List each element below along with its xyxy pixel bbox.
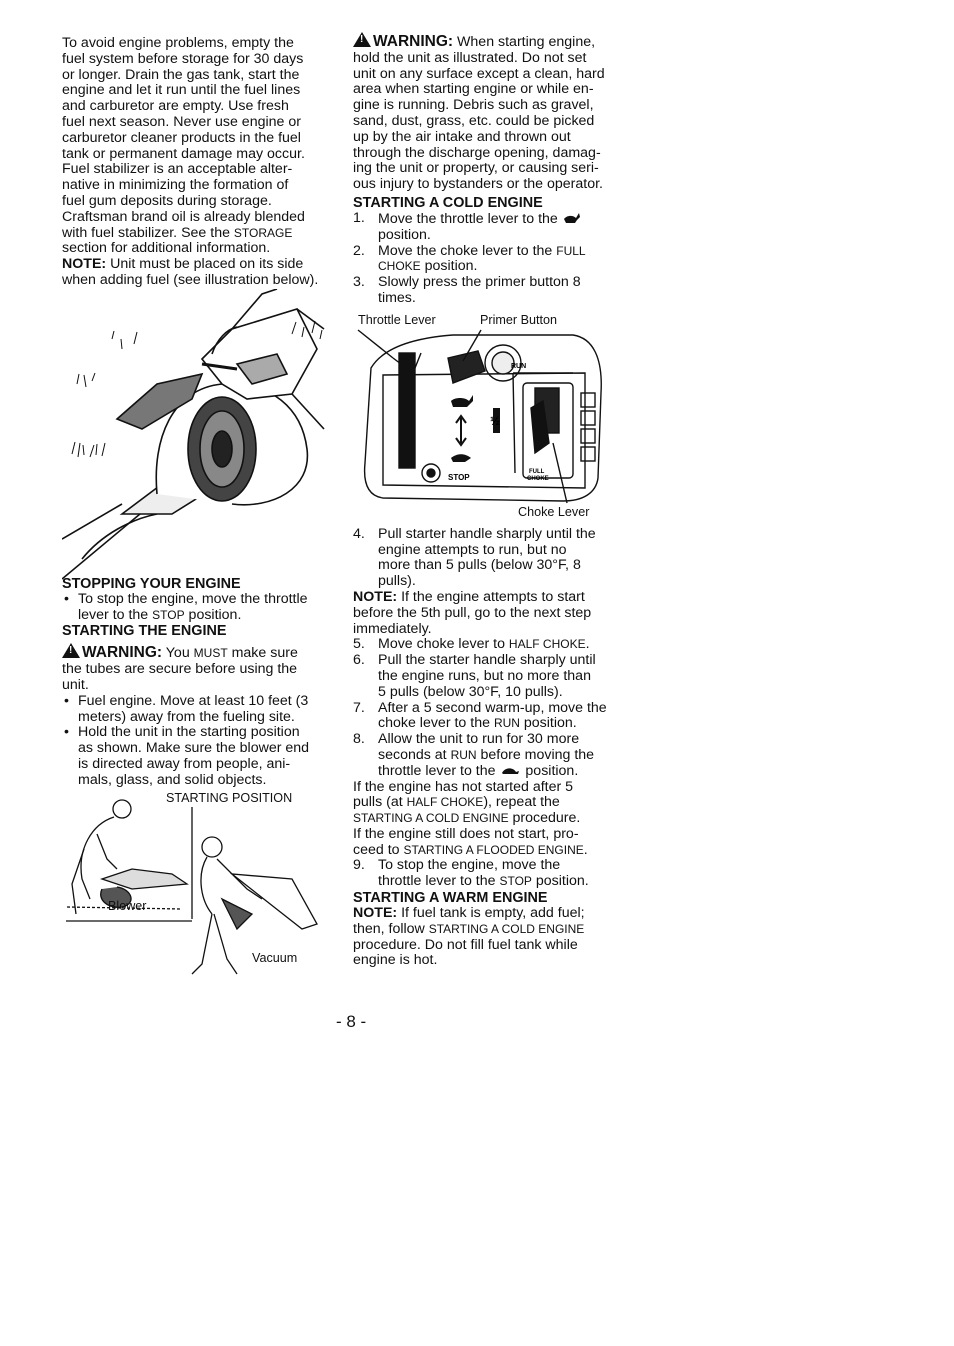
- paragraph-text: .: [583, 841, 588, 858]
- control-panel-diagram: [353, 313, 621, 523]
- half-choke-ref: HALF CHOKE: [508, 637, 586, 652]
- half-choke-ref: HALF CHOKE: [406, 795, 484, 810]
- list-item: [62, 725, 330, 788]
- note-text: Unit must be placed on its side: [106, 256, 304, 273]
- step-text: Move the throttle lever to the: [378, 210, 558, 227]
- note-text: then, follow: [353, 920, 429, 937]
- warning-text: the tubes are secure before using the: [62, 661, 298, 678]
- rabbit-fast-icon: [562, 211, 582, 225]
- bullet-text: meters) away from the fueling site.: [78, 708, 295, 725]
- paragraph-text: procedure.: [508, 810, 581, 827]
- note-attempts: [353, 590, 621, 637]
- blower-label: Blower: [108, 898, 147, 913]
- flooded-engine-ref: STARTING A FLOODED ENGINE: [403, 842, 584, 857]
- stop-ref: STOP: [499, 874, 532, 889]
- warning-icon: [353, 32, 371, 47]
- turtle-slow-icon: [499, 765, 521, 777]
- intro-line: section for additional information.: [62, 240, 271, 257]
- intro-line: Fuel stabilizer is an acceptable alter-: [62, 161, 293, 178]
- run-mark-label: RUN: [511, 362, 527, 370]
- warning-text: gine is running. Debris such as gravel,: [353, 97, 594, 114]
- intro-line: carburetor cleaner products in the fuel: [62, 129, 301, 146]
- intro-line: engine and let it run until the fuel lines: [62, 82, 301, 99]
- intro-line: and carburetor are empty. Use fresh: [62, 98, 289, 115]
- step-text: Pull starter handle sharply until the: [378, 525, 596, 542]
- intro-line: fuel next season. Never use engine or: [62, 113, 301, 130]
- step-text: position.: [378, 226, 431, 243]
- storage-intro: [62, 36, 330, 289]
- primer-button-label: Primer Button: [480, 312, 557, 327]
- bullet-text: as shown. Make sure the blower end: [78, 740, 310, 757]
- paragraph-text: ceed to: [353, 841, 404, 858]
- step-text: Pull the starter handle sharply until: [378, 652, 596, 669]
- intro-line: To avoid engine problems, empty the: [62, 35, 294, 51]
- note-text: If fuel tank is empty, add fuel;: [397, 905, 585, 922]
- stopping-text: To stop the engine, move the throttle: [78, 590, 308, 607]
- step-text: position.: [531, 873, 589, 890]
- half-choke-mark: ½: [490, 413, 501, 428]
- intro-line: or longer. Drain the gas tank, start the: [62, 66, 300, 83]
- intro-line: Craftsman brand oil is already blended: [62, 208, 305, 225]
- full-ref: FULL: [556, 243, 586, 258]
- note-text: engine is hot.: [353, 952, 438, 969]
- control-panel-figure: [353, 313, 621, 523]
- cold-engine-ref: STARTING A COLD ENGINE: [428, 921, 585, 936]
- stopping-list: [62, 592, 330, 624]
- warning-text: unit.: [62, 676, 89, 693]
- step-text: pulls).: [378, 573, 416, 590]
- vacuum-label: Vacuum: [252, 950, 298, 965]
- list-item: [353, 211, 621, 244]
- step-number: 6.: [353, 652, 365, 669]
- warning-text: make sure: [227, 645, 298, 662]
- stop-ref: STOP: [152, 607, 185, 622]
- intro-line: with fuel stabilizer. See the: [62, 224, 234, 241]
- paragraph-text: pulls (at: [353, 794, 407, 811]
- choke-lever-label: Choke Lever: [518, 504, 590, 519]
- list-item: [353, 858, 621, 890]
- cold-engine-title: STARTING A COLD ENGINE: [353, 194, 543, 211]
- cold-steps-4: [353, 858, 621, 890]
- cold-steps-1: [353, 211, 621, 307]
- list-item: [353, 701, 621, 733]
- starting-list: [62, 694, 330, 789]
- warning-text: ous injury to bystanders or the operator.: [353, 176, 603, 193]
- note-label: NOTE:: [62, 256, 107, 273]
- warning-word: WARNING:: [82, 644, 163, 662]
- warning-text: unit on any surface except a clean, hard: [353, 65, 605, 82]
- step-text: .: [585, 636, 590, 653]
- starting-position-label: STARTING POSITION: [166, 790, 293, 805]
- warning-text: through the discharge opening, damag-: [353, 144, 601, 161]
- list-item: [353, 527, 621, 590]
- list-item: [353, 637, 621, 653]
- step-number: 2.: [353, 242, 365, 259]
- step-text: engine attempts to run, but no: [378, 541, 567, 558]
- stopping-title: STOPPING YOUR ENGINE: [62, 575, 241, 592]
- stopping-text: lever to the: [78, 606, 153, 623]
- step-text: Allow the unit to run for 30 more: [378, 731, 580, 748]
- warning-text: You: [162, 645, 194, 662]
- warning-text: sand, dust, grass, etc. could be picked: [353, 112, 595, 129]
- warning-text: When starting engine,: [453, 34, 596, 50]
- list-item: [353, 244, 621, 276]
- warning-word: WARNING:: [373, 33, 454, 50]
- bullet-text: is directed away from people, ani-: [78, 755, 291, 772]
- warning-text: hold the unit as illustrated. Do not set: [353, 49, 587, 66]
- intro-line: native in minimizing the formation of: [62, 177, 289, 194]
- intro-line: tank or permanent damage may occur.: [62, 145, 305, 162]
- left-column: [62, 36, 330, 979]
- step-text: more than 5 pulls (below 30°F, 8: [378, 557, 581, 574]
- note-label: NOTE:: [353, 905, 398, 922]
- step-text: Move the choke lever to the: [378, 242, 557, 259]
- cold-steps-3: [353, 637, 621, 779]
- step-text: choke lever to the: [378, 715, 494, 732]
- stopping-text: position.: [184, 606, 242, 623]
- intro-line: fuel gum deposits during storage.: [62, 192, 272, 209]
- fueling-illustration: [62, 289, 330, 584]
- note-text: when adding fuel (see illustration below).: [62, 271, 319, 288]
- storage-ref: STORAGE: [233, 225, 293, 240]
- run-ref: RUN: [450, 747, 477, 762]
- step-text: seconds at: [378, 746, 451, 763]
- step-text: throttle lever to the: [378, 873, 500, 890]
- note-label: NOTE:: [353, 588, 398, 605]
- right-warning: [353, 32, 621, 193]
- step-text: After a 5 second warm-up, move the: [378, 699, 607, 716]
- bullet-text: mals, glass, and solid objects.: [78, 771, 267, 788]
- full-mark-label: FULL: [529, 468, 545, 475]
- note-text: If the engine attempts to start: [397, 588, 585, 605]
- step-number: 5.: [353, 636, 365, 653]
- note-text: before the 5th pull, go to the next step: [353, 604, 592, 621]
- bullet-text: Hold the unit in the starting position: [78, 724, 300, 741]
- list-item: [353, 653, 621, 700]
- page-number: - 8 -: [336, 1012, 367, 1031]
- list-item: [62, 694, 330, 726]
- cold-steps-2: [353, 527, 621, 590]
- intro-line: fuel system before storage for 30 days: [62, 50, 304, 67]
- warm-engine-title: STARTING A WARM ENGINE: [353, 890, 548, 907]
- step-number: 9.: [353, 857, 365, 874]
- warning-text: ing the unit or property, or causing seri-: [353, 160, 599, 177]
- step-text: throttle lever to the: [378, 762, 496, 779]
- step-text: To stop the engine, move the: [378, 857, 561, 874]
- run-ref: RUN: [493, 716, 520, 731]
- cold-engine-ref: STARTING A COLD ENGINE: [353, 811, 509, 826]
- warning-icon: [62, 643, 80, 658]
- step-text: the engine runs, but no more than: [378, 667, 591, 684]
- paragraph-text: If the engine has not started after 5: [353, 778, 574, 795]
- step-number: 4.: [353, 525, 365, 542]
- starting-position-figure: [62, 789, 330, 979]
- step-number: 8.: [353, 731, 365, 748]
- step-text: Slowly press the primer button 8: [378, 274, 581, 291]
- note-text: procedure. Do not fill fuel tank while: [353, 936, 578, 953]
- paragraph-text: If the engine still does not start, pro-: [353, 825, 579, 842]
- choke-ref: CHOKE: [378, 259, 421, 274]
- step-text: Move choke lever to: [378, 636, 509, 653]
- step-number: 7.: [353, 699, 365, 716]
- note-text: immediately.: [353, 620, 432, 637]
- warm-engine-note: [353, 906, 621, 969]
- step-text: position.: [525, 762, 579, 779]
- throttle-lever-label: Throttle Lever: [358, 312, 436, 327]
- right-column: [353, 32, 621, 969]
- list-item: [353, 732, 621, 779]
- bullet-text: Fuel engine. Move at least 10 feet (3: [78, 692, 309, 709]
- stop-mark-label: STOP: [448, 472, 470, 482]
- step-text: position.: [519, 715, 577, 732]
- paragraph-text: ), repeat the: [483, 794, 560, 811]
- starting-title: STARTING THE ENGINE: [62, 623, 227, 640]
- list-item: [353, 275, 621, 307]
- must-ref: MUST: [193, 646, 228, 661]
- step-number: 3.: [353, 274, 365, 291]
- left-warning: [62, 643, 330, 693]
- warning-text: area when starting engine or while en-: [353, 81, 594, 98]
- step-text: before moving the: [476, 746, 595, 763]
- list-item: [62, 592, 330, 624]
- warning-text: up by the air intake and thrown out: [353, 128, 571, 145]
- step-text: 5 pulls (below 30°F, 10 pulls).: [378, 683, 563, 700]
- not-started-paragraph: [353, 780, 621, 859]
- choke-mark-label: CHOKE: [527, 475, 549, 482]
- step-text: position.: [420, 258, 478, 275]
- step-text: times.: [378, 289, 416, 306]
- step-number: 1.: [353, 209, 365, 226]
